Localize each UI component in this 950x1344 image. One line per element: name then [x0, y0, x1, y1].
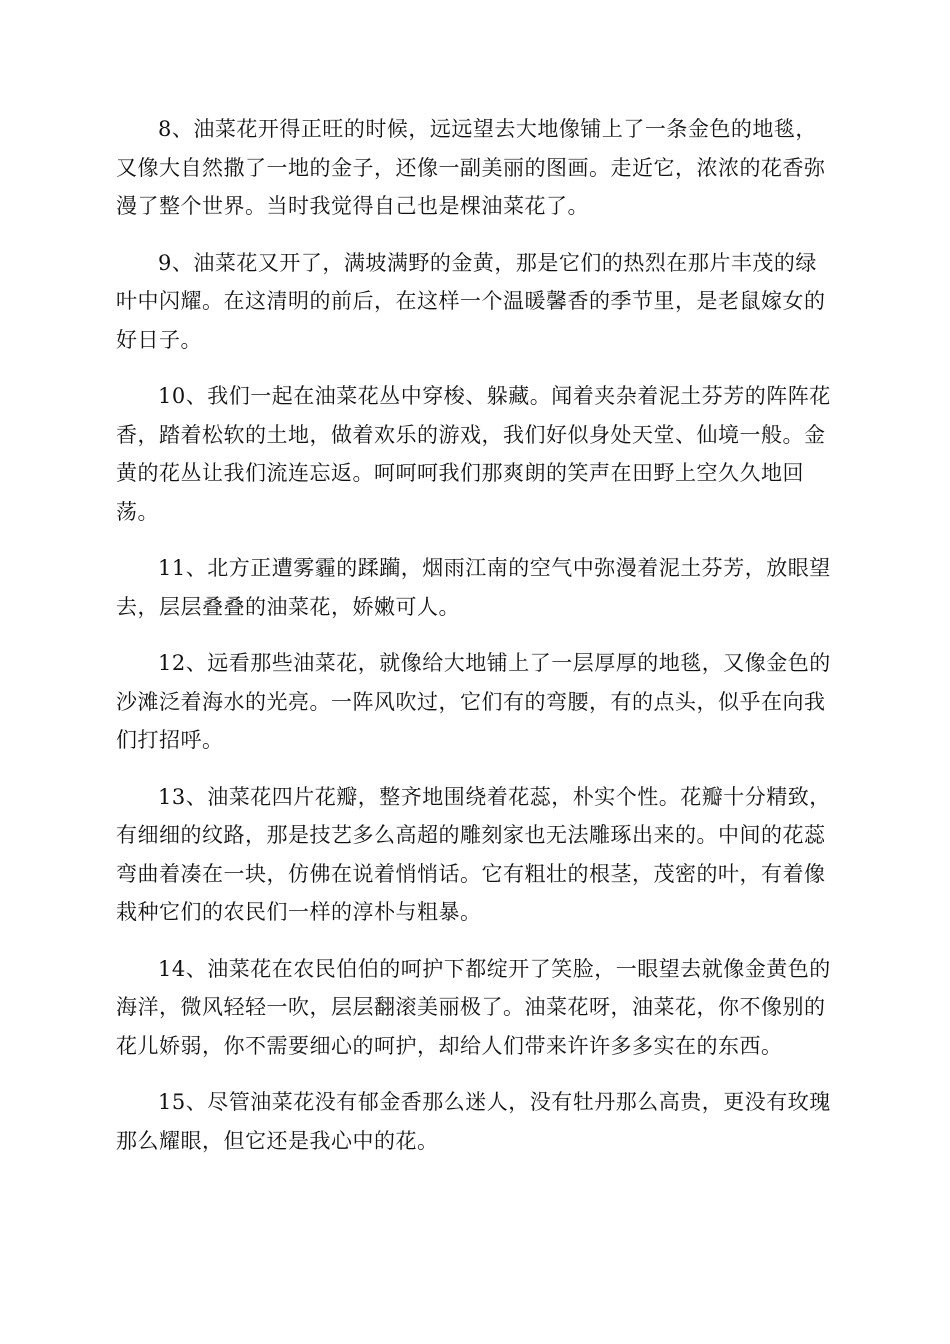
- paragraph-11: 11、北方正遭雾霾的蹂躏，烟雨江南的空气中弥漫着泥土芬芳，放眼望去，层层叠叠的油菜花，娇嫩可人。: [116, 556, 831, 619]
- document-body: [116, 110, 836, 1178]
- paragraph-10: 10、我们一起在油菜花丛中穿梭、躲藏。闻着夹杂着泥土芬芳的阵阵花香，踏着松软的土地，做着欢乐的游戏，我们好似身处天堂、仙境一般。金黄的花丛让我们流连忘返。呵呵呵我们那爽朗的笑声在田野上空久久地回荡。: [116, 384, 831, 524]
- paragraph-14: 14、油菜花在农民伯伯的呵护下都绽开了笑脸，一眼望去就像金黄色的海洋，微风轻轻一吹，层层翻滚美丽极了。油菜花呀，油菜花，你不像别的花儿娇弱，你不需要细心的呵护，却给人们带来许许多多实在的东西。: [116, 956, 831, 1058]
- paragraph-12: 12、远看那些油菜花，就像给大地铺上了一层厚厚的地毯，又像金色的沙滩泛着海水的光亮。一阵风吹过，它们有的弯腰，有的点头，似乎在向我们打招呼。: [116, 651, 831, 752]
- paragraph-8: 8、油菜花开得正旺的时候，远远望去大地像铺上了一条金色的地毯，又像大自然撒了一地的金子，还像一副美丽的图画。走近它，浓浓的花香弥漫了整个世界。当时我觉得自己也是棵油菜花了。: [116, 117, 826, 218]
- paragraph-15: 15、尽管油菜花没有郁金香那么迷人，没有牡丹那么高贵，更没有玫瑰那么耀眼，但它还是我心中的花。: [116, 1090, 831, 1153]
- paragraph-9: 9、油菜花又开了，满坡满野的金黄，那是它们的热烈在那片丰茂的绿叶中闪耀。在这清明的前后，在这样一个温暖馨香的季节里，是老鼠嫁女的好日子。: [116, 250, 826, 352]
- paragraph-13: 13、油菜花四片花瓣，整齐地围绕着花蕊，朴实个性。花瓣十分精致，有细细的纹路，那是技艺多么高超的雕刻家也无法雕琢出来的。中间的花蕊弯曲着凑在一块，仿佛在说着悄悄话。它有粗壮的根茎，茂密的叶，有着像栽种它们的农民们一样的淳朴与粗暴。: [116, 784, 831, 924]
